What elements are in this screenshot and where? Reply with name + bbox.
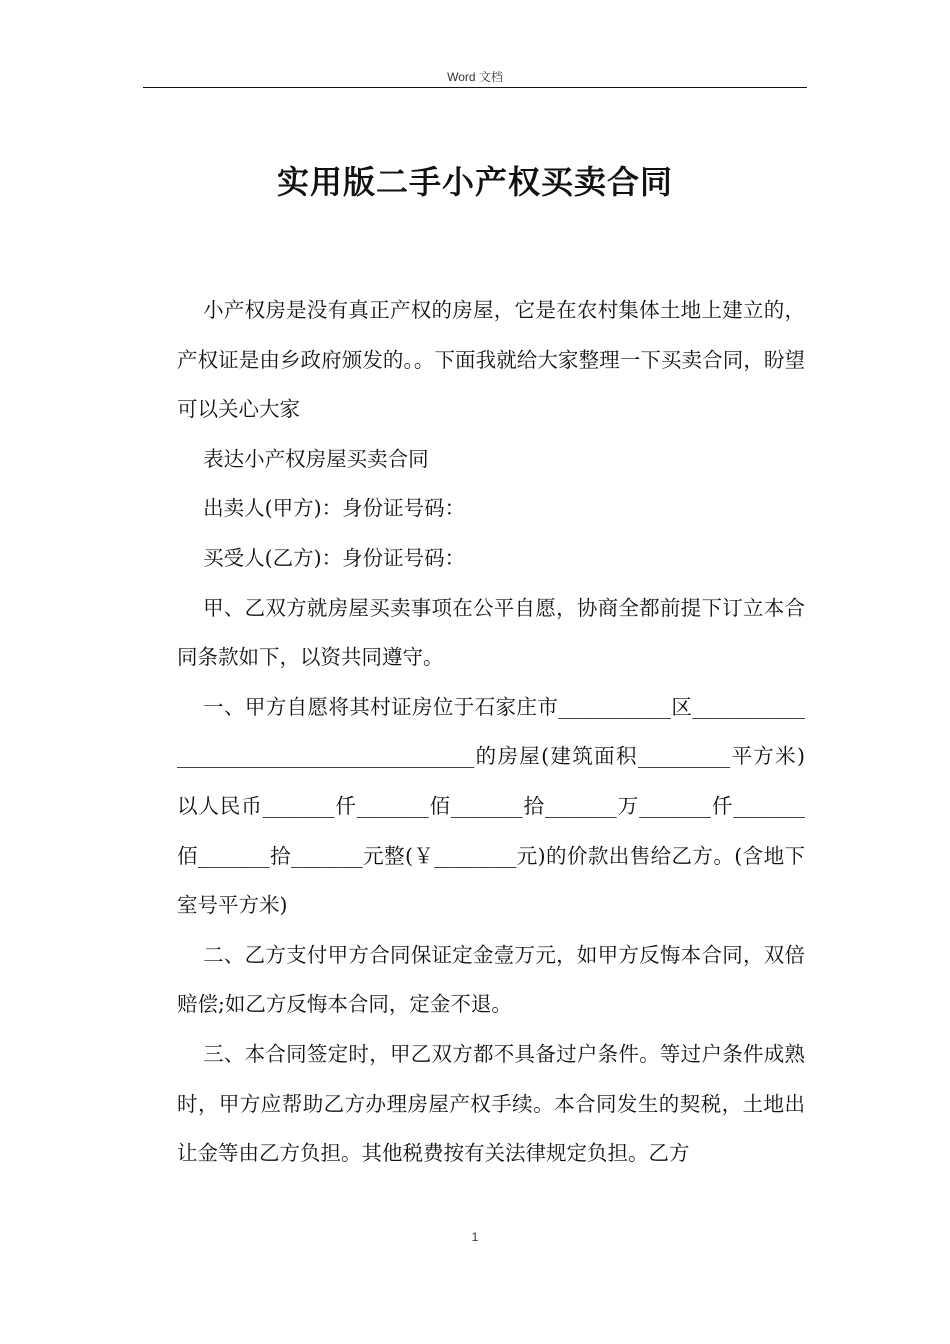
paragraph-seller: 出卖人(甲方)：身份证号码： — [203, 496, 466, 521]
paragraph-preamble: 甲、乙双方就房屋买卖事项在公平自愿，协商全都前提下订立本合同条款如下，以资共同遵守。 — [177, 595, 805, 670]
header-divider — [143, 87, 807, 88]
document-body — [177, 286, 805, 1179]
page-number: 1 — [471, 1230, 479, 1244]
paragraph-buyer: 买受人(乙方)：身份证号码： — [203, 545, 466, 570]
paragraph-clause-1: 一、甲方自愿将其村证房位于石家庄市___________区________________________________________的房屋(建筑面积_________平方米)以人民币_______仟_______佰_______拾_______万_______仟_______佰_______拾_______元整(￥________元)的价款出售给乙方。(含地下室号平方米) — [177, 694, 805, 918]
paragraph-clause-2: 二、乙方支付甲方合同保证定金壹万元，如甲方反悔本合同，双倍赔偿;如乙方反悔本合同，定金不退。 — [177, 942, 805, 1017]
document-title: 实用版二手小产权买卖合同 — [276, 163, 673, 201]
paragraph-clause-3: 三、本合同签定时，甲乙双方都不具备过户条件。等过户条件成熟时，甲方应帮助乙方办理房屋产权手续。本合同发生的契税，土地出让金等由乙方负担。其他税费按有关法律规定负担。乙方 — [177, 1041, 805, 1166]
paragraph-contract-heading: 表达小产权房屋买卖合同 — [203, 446, 429, 471]
page-header: Word 文档 — [447, 70, 503, 84]
paragraph-intro: 小产权房是没有真正产权的房屋，它是在农村集体土地上建立的，产权证是由乡政府颁发的。。下面我就给大家整理一下买卖合同，盼望可以关心大家 — [177, 298, 805, 422]
